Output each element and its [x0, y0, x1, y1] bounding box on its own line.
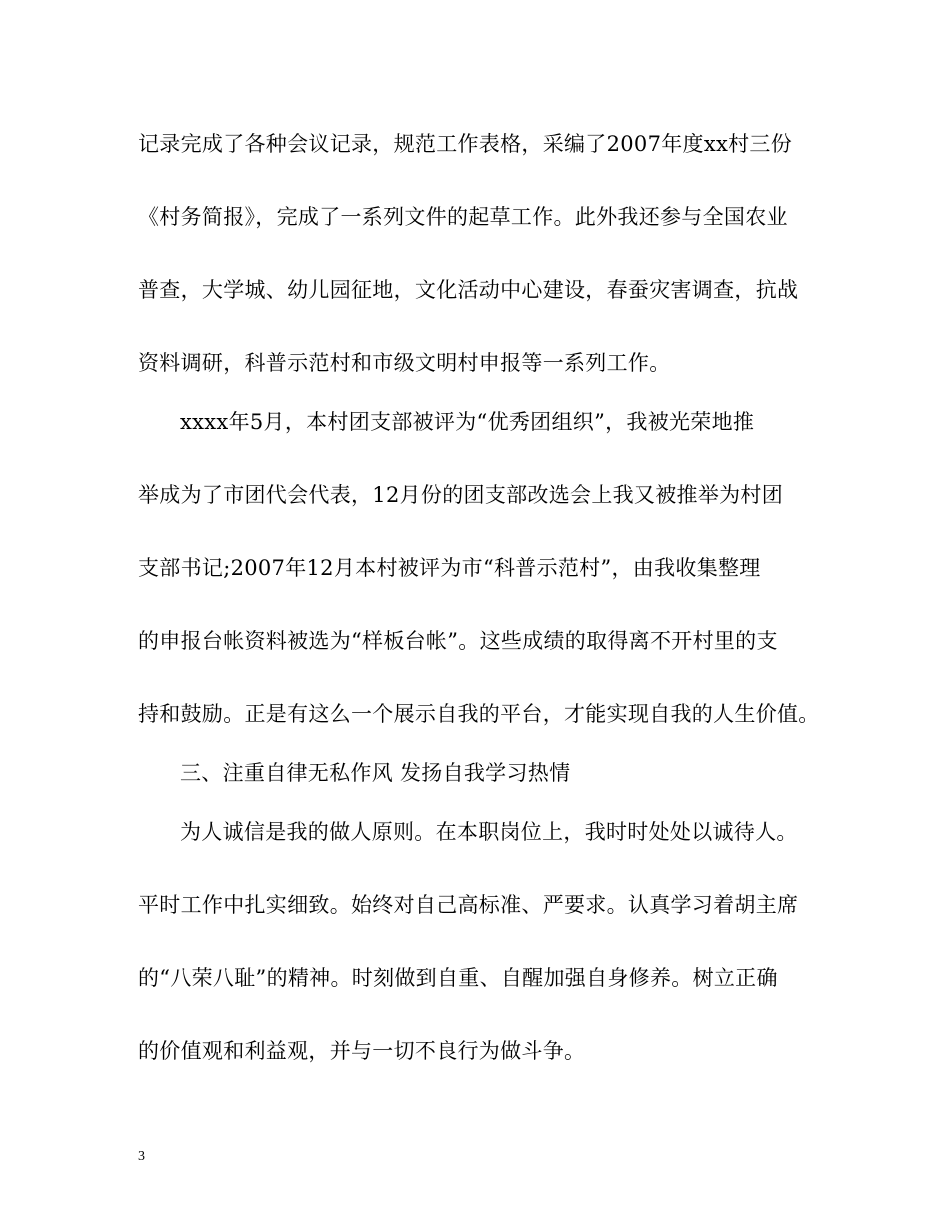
text-line: 普查，大学城、幼儿园征地，文化活动中心建设，春蚕灾害调查，抗战	[138, 278, 799, 302]
paragraph-first-line: xxxx年5月，本村团支部被评为“优秀团组织”，我被光荣地推	[180, 410, 755, 434]
text-line: 《村务简报》，完成了一系列文件的起草工作。此外我还参与全国农业	[138, 205, 788, 229]
text-line: 平时工作中扎实细致。始终对自己高标准、严要求。认真学习着胡主席	[138, 893, 799, 917]
text-line: 资料调研，科普示范村和市级文明村申报等一系列工作。	[138, 351, 671, 375]
text-line: 持和鼓励。正是有这么一个展示自我的平台，才能实现自我的人生价值。	[138, 702, 820, 726]
text-line: 的“八荣八耻”的精神。时刻做到自重、自醒加强自身修养。树立正确	[138, 966, 778, 990]
section-heading: 三、注重自律无私作风 发扬自我学习热情	[180, 761, 571, 785]
paragraph-first-line: 为人诚信是我的做人原则。在本职岗位上，我时时处处以诚待人。	[180, 820, 798, 844]
text-line: 记录完成了各种会议记录，规范工作表格，采编了2007年度xx村三份	[138, 132, 793, 156]
text-line: 举成为了市团代会代表，12月份的团支部改选会上我又被推举为村团	[138, 483, 784, 507]
text-line: 的价值观和利益观，并与一切不良行为做斗争。	[138, 1039, 586, 1063]
text-line: 支部书记;2007年12月本村被评为市“科普示范村”，由我收集整理	[138, 556, 761, 580]
page-number: 3	[138, 1149, 145, 1164]
text-line: 的申报台帐资料被选为“样板台帐”。这些成绩的取得离不开村里的支	[138, 629, 778, 653]
